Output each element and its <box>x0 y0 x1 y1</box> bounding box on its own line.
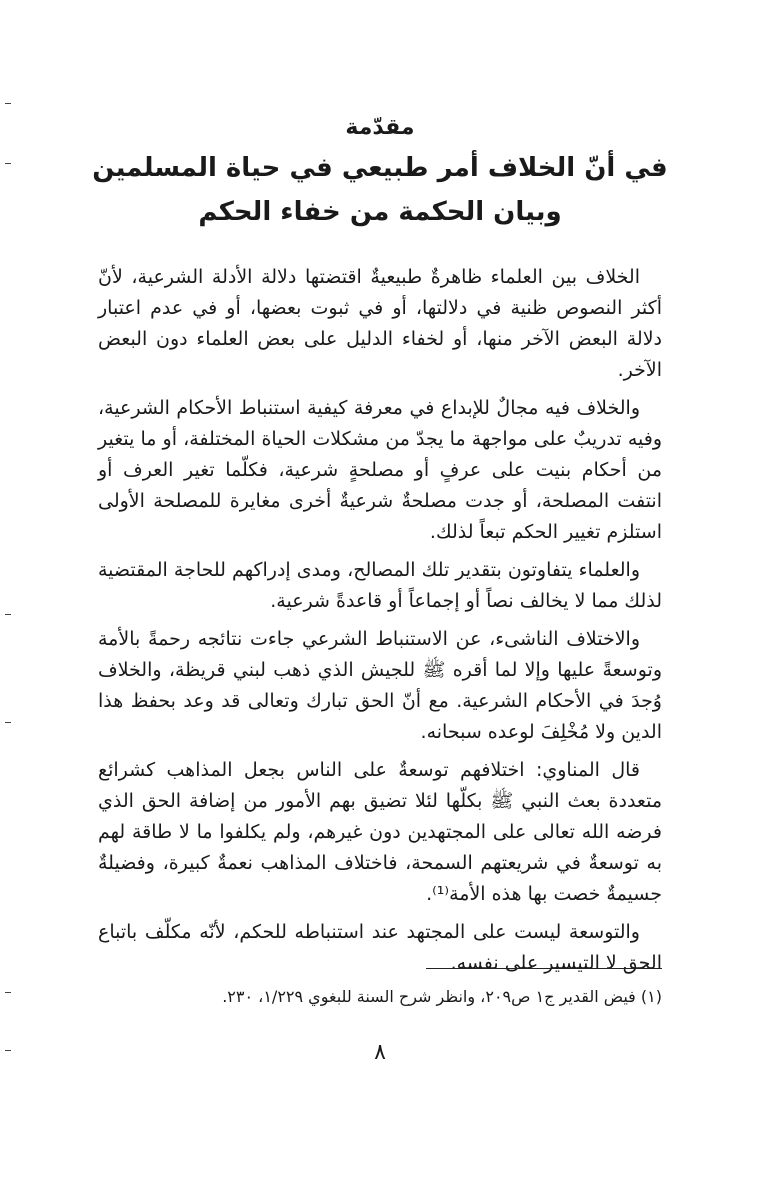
paragraph: والخلاف فيه مجالٌ للإبداع في معرفة كيفية استنباط الأحكام الشرعية، وفيه تدريبٌ على مواجهة ما يجدّ من مشكلات الحياة المختلفة، أو ما يتغير من أحكام بنيت على عرفٍ أو مصلحةٍ شرعية، فكلّما تغير العرف أو انتفت المصلحة، أو جدت مصلحةٌ شرعيةٌ أخرى مغايرة للمصلحة الأولى استلزم تغيير الحكم تبعاً لذلك. <box>98 397 662 543</box>
scan-edge-mark <box>5 1050 11 1051</box>
footnote-separator <box>426 968 662 969</box>
page-number: ٨ <box>374 1040 386 1065</box>
scan-edge-mark <box>5 614 11 615</box>
chapter-heading <box>60 110 700 234</box>
paragraph: قال المناوي: اختلافهم توسعةٌ على الناس بجعل المذاهب كشرائع متعددة بعث النبي ﷺ بكلّها لئلا تضيق بهم الأمور من إضافة الحق الذي فرضه الله تعالى على المجتهدين دون غيرهم، ولم يكلفوا ما لا طاقة لهم به توسعةٌ في شريعتهم السمحة، فاختلاف المذاهب نعمةٌ كبيرة، وفضيلةٌ جسيمةٌ خصت بها هذه الأمة⁽¹⁾. <box>98 759 662 905</box>
chapter-title-line-2: وبيان الحكمة من خفاء الحكم <box>198 197 562 227</box>
footnote: (١) فيض القدير ج١ ص٢٠٩، وانظر شرح السنة للبغوي ١/٢٢٩، ٢٣٠. <box>222 987 662 1006</box>
section-label: مقدّمة <box>345 115 415 140</box>
paragraph: والاختلاف الناشىء، عن الاستنباط الشرعي جاءت نتائجه رحمةً بالأمة وتوسعةً عليها وإلا لما أقره ﷺ للجيش الذي ذهب لبني قريظة، والخلاف وُجدَ في الأحكام الشرعية. مع أنّ الحق تبارك وتعالى قد وعد بحفظ هذا الدين ولا مُخْلِفَ لوعده سبحانه. <box>98 628 662 743</box>
scan-edge-mark <box>5 992 11 993</box>
scan-edge-mark <box>5 722 11 723</box>
paragraph: الخلاف بين العلماء ظاهرةٌ طبيعيةٌ اقتضتها دلالة الأدلة الشرعية، لأنّ أكثر النصوص ظنية في دلالتها، أو في ثبوت بعضها، أو في عدم اعتبار دلالة البعض الآخر منها، أو لخفاء الدليل على بعض العلماء دون البعض الآخر. <box>98 266 662 381</box>
chapter-title-line-1: في أنّ الخلاف أمر طبيعي في حياة المسلمين <box>92 153 668 183</box>
paragraph: والعلماء يتفاوتون بتقدير تلك المصالح، ومدى إدراكهم للحاجة المقتضية لذلك مما لا يخالف نصاً أو إجماعاً أو قاعدةً شرعية. <box>98 559 662 612</box>
body-text <box>98 262 662 986</box>
scan-edge-mark <box>5 163 11 164</box>
scan-edge-mark <box>5 103 11 104</box>
paragraph: والتوسعة ليست على المجتهد عند استنباطه للحكم، لأنّه مكلّف باتباع الحق لا التيسير على نفسه. <box>98 921 662 974</box>
